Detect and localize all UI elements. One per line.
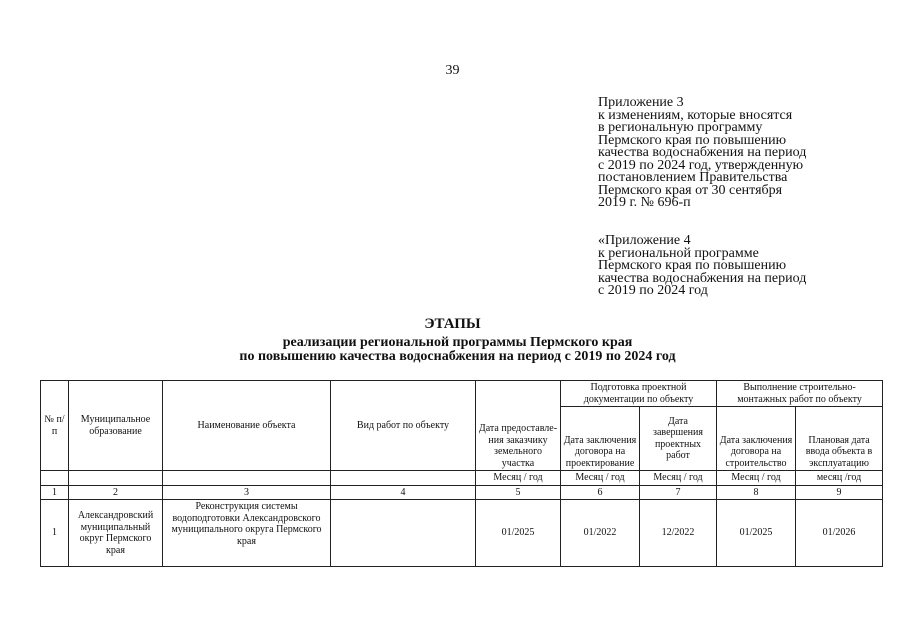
cell-work-type — [331, 500, 476, 567]
column-number: 5 — [476, 485, 561, 500]
appendix-3-note — [598, 97, 898, 210]
column-number: 9 — [796, 485, 883, 500]
cell-object-name: Реконструкция системы водоподготовки Александровского муниципального округа Пермского края — [163, 500, 331, 567]
column-number: 2 — [69, 485, 163, 500]
cell-commissioning: 01/2026 — [796, 500, 883, 567]
cell-construction-contract: 01/2025 — [717, 500, 796, 567]
appendix-line: Пермского края по повышению — [598, 258, 787, 273]
column-number: 3 — [163, 485, 331, 500]
header-num: № п/п — [41, 381, 69, 471]
stages-table — [40, 380, 883, 567]
appendix-line: качества водоснабжения на период — [598, 270, 807, 286]
unit-design-contract: Месяц / год — [561, 471, 640, 486]
column-number: 7 — [640, 485, 717, 500]
appendix-line: в региональную программу — [598, 120, 763, 135]
header-commissioning: Плановая дата ввода объекта в эксплуатацию — [796, 407, 883, 471]
column-number-row — [41, 485, 883, 500]
appendix-line: качества водоснабжения на период — [598, 145, 807, 160]
unit-design-completion: Месяц / год — [640, 471, 717, 486]
page-number: 39 — [445, 63, 460, 78]
document-subtitle — [0, 336, 905, 363]
appendix-line: Пермского края по повышению — [598, 132, 787, 148]
column-number: 6 — [561, 485, 640, 500]
header-design-completion: Дата завершения проектных работ — [640, 407, 717, 471]
header-design-group: Подготовка проектной документации по объекту — [561, 381, 717, 407]
header-work-type: Вид работ по объекту — [331, 381, 476, 471]
header-object-name: Наименование объекта — [163, 381, 331, 471]
appendix-line: 2019 г. № 696-п — [598, 195, 691, 210]
appendix-line: к региональной программе — [598, 245, 759, 261]
cell-design-contract: 01/2022 — [561, 500, 640, 567]
header-construction-contract: Дата заключения договора на строительство — [717, 407, 796, 471]
unit-commissioning: месяц /год — [796, 471, 883, 486]
appendix-line: к изменениям, которые вносятся — [598, 107, 793, 123]
subtitle-line-2: по повышению качества водоснабжения на период с 2019 по 2024 год — [239, 348, 676, 364]
appendix-line: «Приложение 4 — [598, 233, 691, 248]
header-municipality: Муниципальное образование — [69, 381, 163, 471]
cell-num: 1 — [41, 500, 69, 567]
header-design-contract: Дата заключения договора на проектирование — [561, 407, 640, 471]
cell-land-date: 01/2025 — [476, 500, 561, 567]
unit-land-date: Месяц / год — [476, 471, 561, 486]
header-land-date: Дата предоставле-ния заказчику земельного участка — [476, 381, 561, 471]
appendix-line: Приложение 3 — [598, 95, 684, 110]
unit-construction-contract: Месяц / год — [717, 471, 796, 486]
column-number: 8 — [717, 485, 796, 500]
appendix-line: Пермского края от 30 сентября — [598, 182, 783, 198]
table-row — [41, 500, 883, 567]
document-title: ЭТАПЫ — [424, 316, 481, 332]
cell-municipality: Александровский муниципальный округ Пермского края — [69, 500, 163, 567]
column-number: 4 — [331, 485, 476, 500]
appendix-line: с 2019 по 2024 год — [598, 283, 708, 298]
header-construction-group: Выполнение строительно-монтажных работ по объекту — [717, 381, 883, 407]
appendix-4-note — [598, 235, 898, 298]
subtitle-line-1: реализации региональной программы Пермского края — [282, 335, 633, 350]
column-number: 1 — [41, 485, 69, 500]
cell-design-completion: 12/2022 — [640, 500, 717, 567]
appendix-line: с 2019 по 2024 год, утвержденную — [598, 157, 804, 173]
appendix-line: постановлением Правительства — [598, 170, 788, 185]
